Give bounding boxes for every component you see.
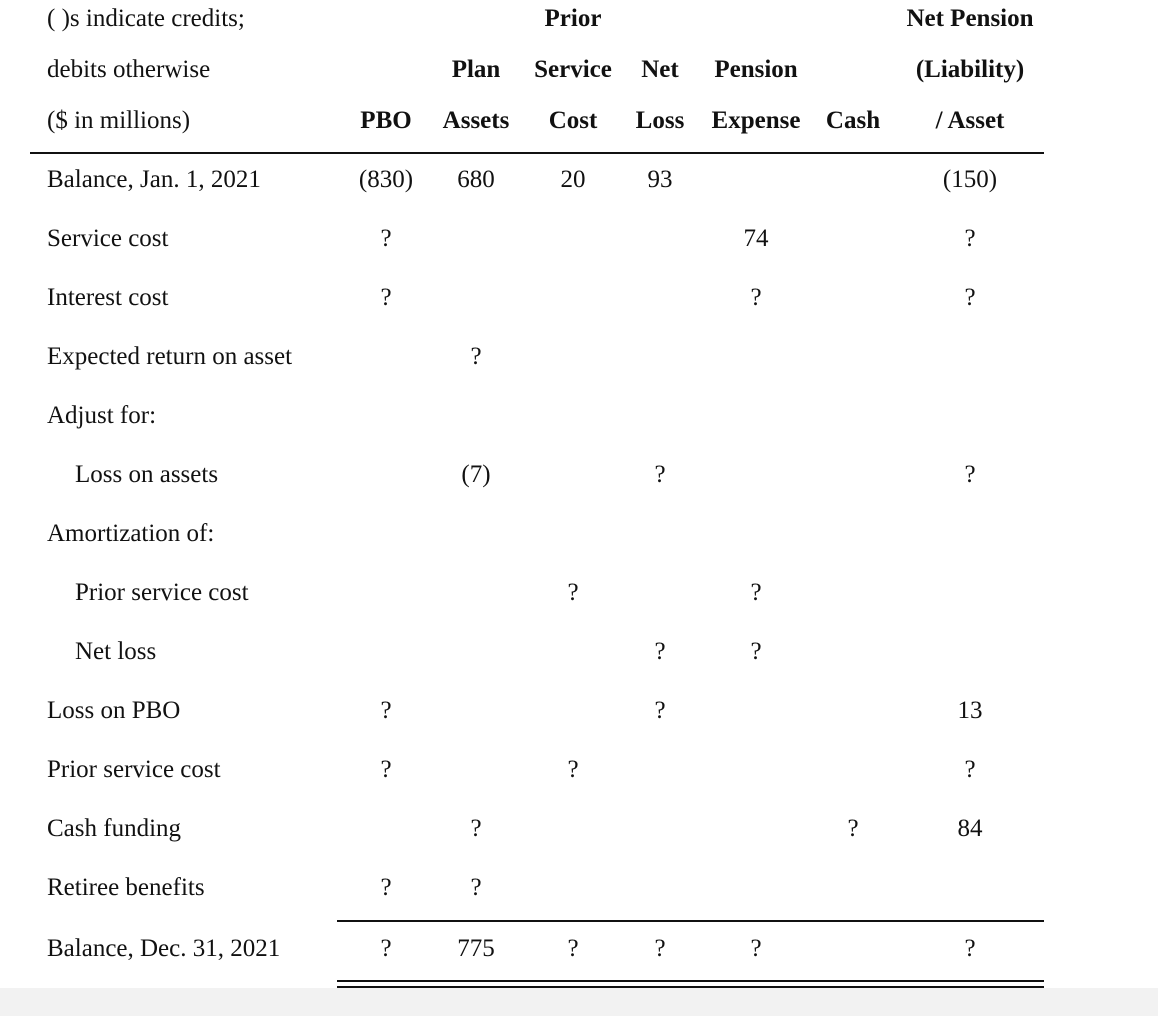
table-cell-net_pension: (150) [942, 166, 998, 193]
column-header-net_pension: (Liability) [915, 56, 1025, 83]
column-header-pension_expense: Expense [711, 107, 801, 134]
row-label: Loss on PBO [47, 697, 181, 724]
bottom-strip [0, 988, 1158, 1016]
table-cell-net_loss: ? [654, 935, 666, 962]
table-cell-prior_service_cost: ? [567, 935, 579, 962]
column-header-prior_service_cost: Service [534, 56, 612, 83]
table-cell-plan_assets: 680 [457, 166, 495, 193]
table-cell-net_loss: ? [654, 461, 666, 488]
table-cell-pension_expense: ? [750, 284, 762, 311]
table-cell-net_pension: ? [964, 225, 976, 252]
header-caption-line: debits otherwise [47, 56, 211, 83]
column-header-net_loss: Loss [635, 107, 685, 134]
table-cell-pbo: ? [380, 225, 392, 252]
table-cell-net_pension: ? [964, 935, 976, 962]
row-label: Balance, Jan. 1, 2021 [47, 166, 261, 193]
table-cell-net_pension: ? [964, 461, 976, 488]
column-header-plan_assets: Assets [442, 107, 510, 134]
total-rule [337, 920, 1044, 922]
column-header-prior_service_cost: Cost [548, 107, 598, 134]
row-label: Cash funding [47, 815, 182, 842]
table-cell-plan_assets: ? [470, 815, 482, 842]
table-cell-prior_service_cost: ? [567, 756, 579, 783]
column-header-net_pension: / Asset [935, 107, 1005, 134]
table-cell-pension_expense: ? [750, 638, 762, 665]
table-cell-plan_assets: 775 [457, 935, 495, 962]
table-cell-plan_assets: (7) [461, 461, 491, 488]
table-cell-prior_service_cost: ? [567, 579, 579, 606]
column-header-prior_service_cost: Prior [544, 5, 602, 32]
column-header-cash: Cash [825, 107, 881, 134]
table-cell-pbo: (830) [358, 166, 414, 193]
table-cell-pbo: ? [380, 697, 392, 724]
row-label: Loss on assets [75, 461, 219, 488]
row-label: Prior service cost [47, 756, 221, 783]
table-cell-net_loss: 93 [647, 166, 673, 193]
table-cell-plan_assets: ? [470, 343, 482, 370]
column-header-pbo: PBO [360, 107, 412, 134]
table-cell-pbo: ? [380, 935, 392, 962]
row-label: Interest cost [47, 284, 169, 311]
row-label: Adjust for: [47, 402, 157, 429]
table-cell-net_pension: ? [964, 756, 976, 783]
header-caption-line: ( )s indicate credits; [47, 5, 245, 32]
table-cell-prior_service_cost: 20 [560, 166, 586, 193]
row-label: Retiree benefits [47, 874, 205, 901]
header-caption-line: ($ in millions) [47, 107, 191, 134]
table-cell-pbo: ? [380, 874, 392, 901]
table-cell-pension_expense: ? [750, 935, 762, 962]
table-cell-cash: ? [847, 815, 859, 842]
table-cell-net_pension: ? [964, 284, 976, 311]
column-header-net_loss: Net [641, 56, 679, 83]
row-label: Net loss [75, 638, 157, 665]
table-cell-net_loss: ? [654, 638, 666, 665]
double-rule-top [337, 980, 1044, 982]
column-header-plan_assets: Plan [451, 56, 501, 83]
table-cell-pbo: ? [380, 756, 392, 783]
header-divider [30, 152, 1044, 154]
row-label: Service cost [47, 225, 169, 252]
table-cell-net_pension: 84 [957, 815, 983, 842]
table-cell-pension_expense: ? [750, 579, 762, 606]
table-cell-pension_expense: 74 [743, 225, 769, 252]
column-header-pension_expense: Pension [714, 56, 798, 83]
table-cell-net_loss: ? [654, 697, 666, 724]
row-label: Balance, Dec. 31, 2021 [47, 935, 281, 962]
row-label: Amortization of: [47, 520, 215, 547]
table-cell-pbo: ? [380, 284, 392, 311]
column-header-net_pension: Net Pension [906, 5, 1034, 32]
row-label: Prior service cost [75, 579, 249, 606]
table-cell-net_pension: 13 [957, 697, 983, 724]
row-label: Expected return on asset [47, 343, 293, 370]
table-cell-plan_assets: ? [470, 874, 482, 901]
